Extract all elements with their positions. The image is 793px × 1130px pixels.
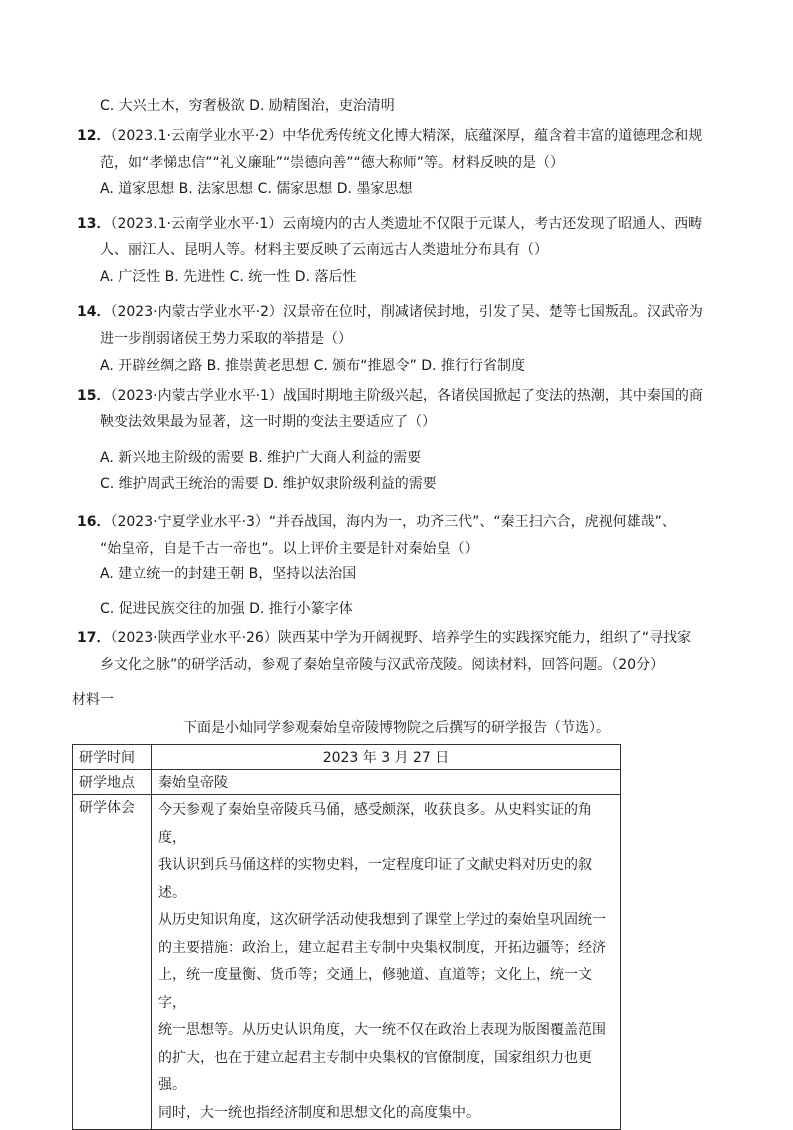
reflect-label: 研学体会	[73, 795, 152, 1130]
reflect-line: 的扩大，也在于建立起君主专制中央集权的官僚制度，国家组织力也更强。	[158, 1049, 592, 1093]
question-number: 17．	[77, 630, 111, 646]
question-15-line1	[77, 386, 703, 406]
question-15-options-ab: A. 新兴地主阶级的需要 B. 维护广大商人利益的需要	[100, 450, 422, 466]
question-text: （2023.1·云南学业水平·2）中华优秀传统文化博大精深，底蕴深厚，蕴含着丰富的道德理念和规	[110, 128, 703, 144]
question-text: （2023·内蒙古学业水平·1）战国时期地主阶级兴起，各诸侯国掀起了变法的热潮，其中秦国的商	[110, 388, 703, 404]
question-15-options-cd: C. 维护周武王统治的需要 D. 维护奴隶阶级利益的需要	[100, 476, 437, 492]
question-12-line1	[77, 126, 702, 146]
question-number: 16．	[77, 514, 111, 530]
material-intro: 下面是小灿同学参观秦始皇帝陵博物院之后撰写的研学报告（节选）。	[183, 720, 610, 736]
reflect-content	[152, 795, 621, 1130]
question-14-line2: 进一步削弱诸侯王势力采取的举措是（）	[100, 331, 352, 347]
reflect-line: 统一思想等。从历史认识角度，大一统不仅在政治上表现为版图覆盖范围	[158, 1022, 606, 1038]
place-label: 研学地点	[73, 770, 152, 795]
table-row	[73, 795, 621, 1130]
question-text: （2023·陕西学业水平·26）陕西某中学为开阔视野、培养学生的实践探究能力，组织了“寻找家	[110, 630, 692, 646]
time-label: 研学时间	[73, 745, 152, 770]
question-number: 12．	[77, 128, 111, 144]
question-text: （2023.1·云南学业水平·1）云南境内的古人类遗址不仅限于元谋人，考古还发现了昭通人、西畴	[110, 216, 703, 232]
place-value: 秦始皇帝陵	[152, 770, 621, 795]
question-number: 13．	[77, 216, 111, 232]
question-14-line1	[77, 302, 703, 322]
reflect-line: 从历史知识角度，这次研学活动使我想到了课堂上学过的秦始皇巩固统一	[158, 912, 606, 928]
question-13-line2: 人、丽江人、昆明人等。材料主要反映了云南远古人类遗址分布具有（）	[100, 242, 548, 258]
reflect-line: 今天参观了秦始皇帝陵兵马俑，感受颇深，收获良多。从史料实证的角度，	[158, 802, 592, 846]
question-12-options: A. 道家思想 B. 法家思想 C. 儒家思想 D. 墨家思想	[100, 181, 413, 197]
question-text: （2023·宁夏学业水平·3）“并吞战国，海内为一，功齐三代”、“秦王扫六合，虎视何雄哉”、	[110, 514, 676, 530]
reflect-line: 上，统一度量衡、货币等；交通上，修驰道、直道等；文化上，统一文字，	[158, 967, 592, 1011]
table-row	[73, 770, 621, 795]
research-report-table	[72, 744, 621, 1130]
q11-options-cd: C. 大兴土木，穷奢极欲 D. 励精图治，吏治清明	[100, 98, 395, 114]
question-number: 14．	[77, 304, 111, 320]
question-14-options: A. 开辟丝绸之路 B. 推崇黄老思想 C. 颁布“推恩令” D. 推行行省制度	[100, 358, 525, 374]
reflect-line: 同时，大一统也指经济制度和思想文化的高度集中。	[158, 1104, 480, 1121]
question-15-line2: 鞅变法效果最为显著，这一时期的变法主要适应了（）	[100, 414, 436, 430]
question-16-line1	[77, 512, 676, 532]
table-row	[73, 745, 621, 770]
time-value: 2023 年 3 月 27 日	[152, 745, 621, 770]
question-16-line2: “始皇帝，自是千古一帝也”。以上评价主要是针对秦始皇（）	[100, 541, 479, 557]
question-13-line1	[77, 214, 702, 234]
question-17-line1	[77, 628, 691, 648]
reflect-line: 的主要措施：政治上，建立起君主专制中央集权制度，开拓边疆等；经济	[158, 939, 606, 956]
question-text: （2023·内蒙古学业水平·2）汉景帝在位时，削减诸侯封地，引发了吴、楚等七国叛乱。汉武帝为	[110, 304, 703, 320]
reflect-line: 我认识到兵马俑这样的实物史料，一定程度印证了文献史料对历史的叙述。	[158, 857, 592, 901]
question-17-line2: 乡文化之脉”的研学活动，参观了秦始皇帝陵与汉武帝茂陵。阅读材料，回答问题。（20分）	[100, 657, 665, 673]
material-label: 材料一	[72, 692, 114, 708]
question-number: 15．	[77, 388, 111, 404]
question-12-line2: 范，如“孝悌忠信”“礼义廉耻”“崇德向善”“德大称师”等。材料反映的是（）	[100, 155, 565, 171]
question-16-options-cd: C. 促进民族交往的加强 D. 推行小篆字体	[100, 601, 353, 617]
question-16-options-ab: A. 建立统一的封建王朝 B，坚持以法治国	[100, 566, 357, 582]
question-13-options: A. 广泛性 B. 先进性 C. 统一性 D. 落后性	[100, 269, 357, 285]
